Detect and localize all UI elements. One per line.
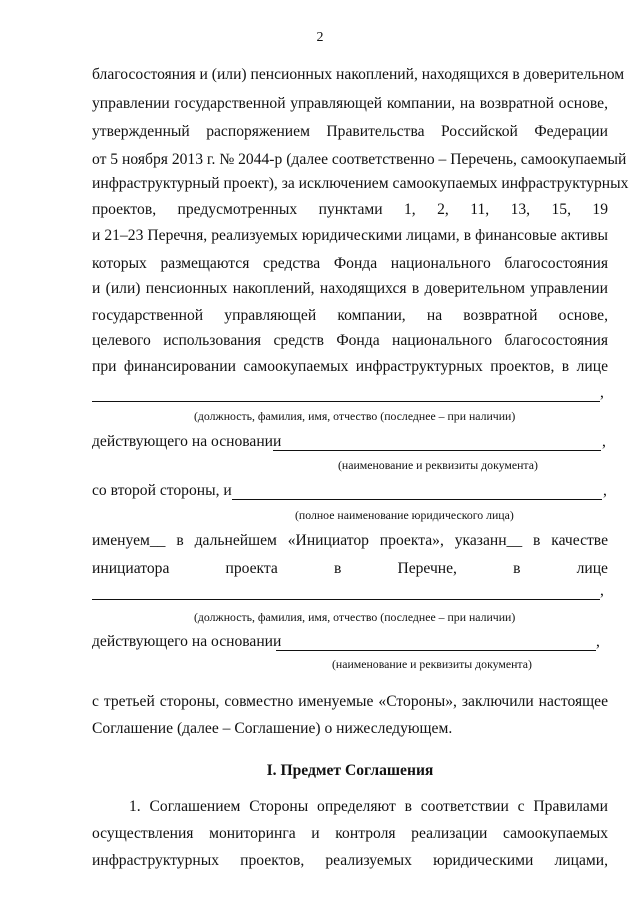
- section-title: I. Предмет Соглашения: [266, 762, 434, 779]
- text-line: целевого использования средств Фонда национального благосостояния: [92, 332, 608, 349]
- word: в: [513, 560, 521, 577]
- word: лице: [576, 560, 608, 577]
- caption-document: (наименование и реквизиты документа): [332, 657, 532, 671]
- comma: ,: [600, 582, 604, 599]
- closing-line: с третьей стороны, совместно именуемые «Стороны», заключили настоящее: [92, 693, 608, 710]
- text-line: благосостояния и (или) пенсионных накоплений, находящихся в доверительном: [92, 66, 625, 83]
- word: проекта: [225, 560, 278, 577]
- initiator-line: [92, 560, 608, 578]
- page-number: 2: [316, 30, 324, 45]
- text-line: которых размещаются средства Фонда национального благосостояния: [92, 255, 608, 272]
- legal-entity-field[interactable]: [232, 482, 602, 500]
- text-line: от 5 ноября 2013 г. № 2044-р (далее соответственно – Перечень, самоокупаемый: [92, 151, 627, 168]
- text-line: проектов, предусмотренных пунктами 1, 2, 11, 13, 15, 19: [92, 201, 608, 218]
- text-line: инфраструктурный проект), за исключением самоокупаемых инфраструктурных: [92, 175, 629, 192]
- blank-line[interactable]: [92, 384, 600, 402]
- basis-document-field-1[interactable]: [273, 433, 601, 451]
- comma: ,: [600, 384, 604, 401]
- text-line: при финансировании самоокупаемых инфраструктурных проектов, в лице: [92, 358, 608, 375]
- caption-legal-entity: (полное наименование юридического лица): [295, 508, 514, 522]
- named-line: именуем__ в дальнейшем «Инициатор проекта», указанн__ в качестве: [92, 532, 608, 549]
- basis-document-field-2[interactable]: [276, 633, 596, 651]
- text-line: инфраструктурных проектов, реализуемых юридическими лицами,: [92, 852, 608, 869]
- word: Перечне,: [397, 560, 457, 577]
- comma: ,: [603, 482, 607, 499]
- basis-label: действующего на основании: [92, 433, 282, 450]
- caption-position: (должность, фамилия, имя, отчество (последнее – при наличии): [194, 610, 516, 624]
- caption-position: (должность, фамилия, имя, отчество (последнее – при наличии): [194, 409, 516, 423]
- text-line: и 21–23 Перечня, реализуемых юридическими лицами, в финансовые активы: [92, 227, 608, 244]
- text-line: утвержденный распоряжением Правительства Российской Федерации: [92, 123, 608, 140]
- text-line: государственной управляющей компании, на возвратной основе,: [92, 307, 608, 324]
- second-party-label: со второй стороны, и: [92, 482, 232, 499]
- caption-document: (наименование и реквизиты документа): [338, 458, 538, 472]
- word: инициатора: [92, 560, 170, 577]
- text-line: осуществления мониторинга и контроля реализации самоокупаемых: [92, 825, 608, 842]
- representative-field-2[interactable]: [92, 582, 600, 600]
- text-line: и (или) пенсионных накоплений, находящихся в доверительном управлении: [92, 280, 608, 297]
- comma: ,: [596, 633, 600, 650]
- text-line: управлении государственной управляющей компании, на возвратной основе,: [92, 95, 608, 112]
- closing-line: Соглашение (далее – Соглашение) о нижеследующем.: [92, 720, 453, 737]
- comma: ,: [602, 433, 606, 450]
- word: в: [333, 560, 342, 577]
- basis-label: действующего на основании: [92, 633, 282, 650]
- text-line: 1. Соглашением Стороны определяют в соответствии с Правилами: [129, 798, 608, 815]
